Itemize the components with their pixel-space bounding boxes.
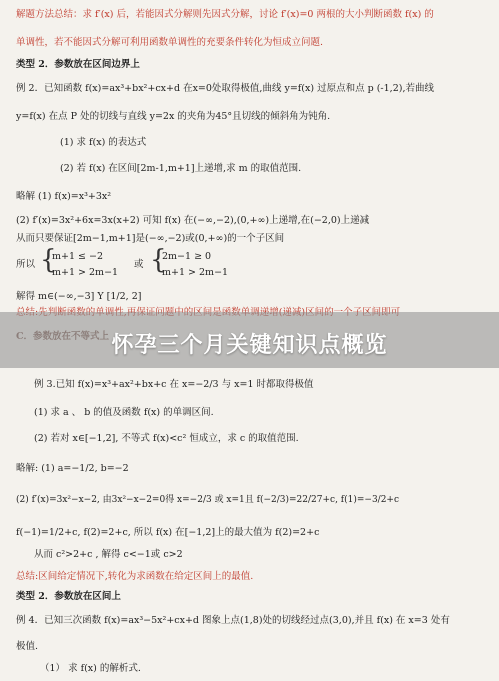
banner-title: 怀孕三个月关键知识点概览 [111, 333, 388, 358]
summary-text-3: 总结:区间给定情况下,转化为求函数在给定区间上的最值. [16, 571, 254, 582]
solution-3-part-2-line-1: (2) f′(x)=3x²−x−2, 由3x²−x−2=0得 x=−2/3 或 x=1且 f(−2/3)=22/27+c, f(1)=−3/2+c [16, 495, 400, 505]
example-2-question-1: (1) 求 f(x) 的表达式 [60, 137, 147, 148]
system-2-row-1: 2m−1 ≥ 0 [162, 251, 212, 262]
summary-text-line-2: 单调性，若不能因式分解可利用函数单调性的充要条件转化为恒成立问题. [16, 37, 324, 48]
example-3-question-1: (1) 求 a 、 b 的值及函数 f(x) 的单调区间. [34, 407, 214, 418]
solution-part-2-line-2: 从而只要保证[2m−1,m+1]是(−∞,−2)或(0,+∞)的一个子区间 [16, 233, 285, 244]
left-brace-1: { [40, 245, 57, 275]
example-4-question-1: （1） 求 f(x) 的解析式. [40, 663, 141, 674]
solution-part-1: 略解 (1) f(x)=x³+3x² [16, 191, 112, 202]
system-1-row-2: m+1 > 2m−1 [52, 267, 119, 278]
solution-result: 解得 m∈(−∞,−3] Y [1/2, 2] [16, 291, 142, 302]
solution-part-2-line-1: (2) f′(x)=3x²+6x=3x(x+2) 可知 f(x) 在(−∞,−2),(0,+∞)上递增,在(−2,0)上递减 [16, 215, 370, 226]
summary-text-line-1: 解题方法总结：求 f′(x) 后，若能因式分解则先因式分解，讨论 f′(x)=0 两根的大小判断函数 f(x) 的 [16, 9, 434, 20]
solution-3-part-1: 略解: (1) a=−1/2, b=−2 [16, 463, 129, 474]
section-heading-type2: 类型 2．参数放在区间边界上 [16, 59, 140, 70]
section-heading-type2-b: 类型 2．参数放在区间上 [16, 591, 121, 602]
example-2-line-2: y=f(x) 在点 P 处的切线与直线 y=2x 的夹角为45°且切线的倾斜角为钝角. [16, 111, 331, 122]
example-4-line-2: 极值. [16, 641, 39, 652]
system-1-row-1: m+1 ≤ −2 [52, 251, 104, 262]
example-4-line-1: 例 4．已知三次函数 f(x)=ax³−5x²+cx+d 图象上点(1,8)处的切线经过点(3,0),并且 f(x) 在 x=3 处有 [16, 615, 450, 626]
system-2-row-2: m+1 > 2m−1 [162, 267, 229, 278]
or-label: 或 [134, 259, 144, 270]
example-2-question-2: (2) 若 f(x) 在区间[2m-1,m+1]上递增,求 m 的取值范围. [60, 163, 302, 174]
so-label: 所以 [16, 259, 36, 270]
example-3-question-2: (2) 若对 x∈[−1,2], 不等式 f(x)<c² 恒成立，求 c 的取值范围. [34, 433, 299, 444]
example-2-line-1: 例 2．已知函数 f(x)=ax³+bx²+cx+d 在x=0处取得极值,曲线 y=f(x) 过原点和点 p (-1,2),若曲线 [16, 83, 434, 94]
solution-3-part-2-line-3: 从而 c²>2+c , 解得 c<−1或 c>2 [34, 549, 183, 560]
solution-3-part-2-line-2: f(−1)=1/2+c, f(2)=2+c, 所以 f(x) 在[−1,2]上的最大值为 f(2)=2+c [16, 527, 320, 538]
example-3-line-1: 例 3.已知 f(x)=x³+ax²+bx+c 在 x=−2/3 与 x=1 时都取得极值 [34, 379, 314, 390]
left-brace-2: { [150, 245, 167, 275]
